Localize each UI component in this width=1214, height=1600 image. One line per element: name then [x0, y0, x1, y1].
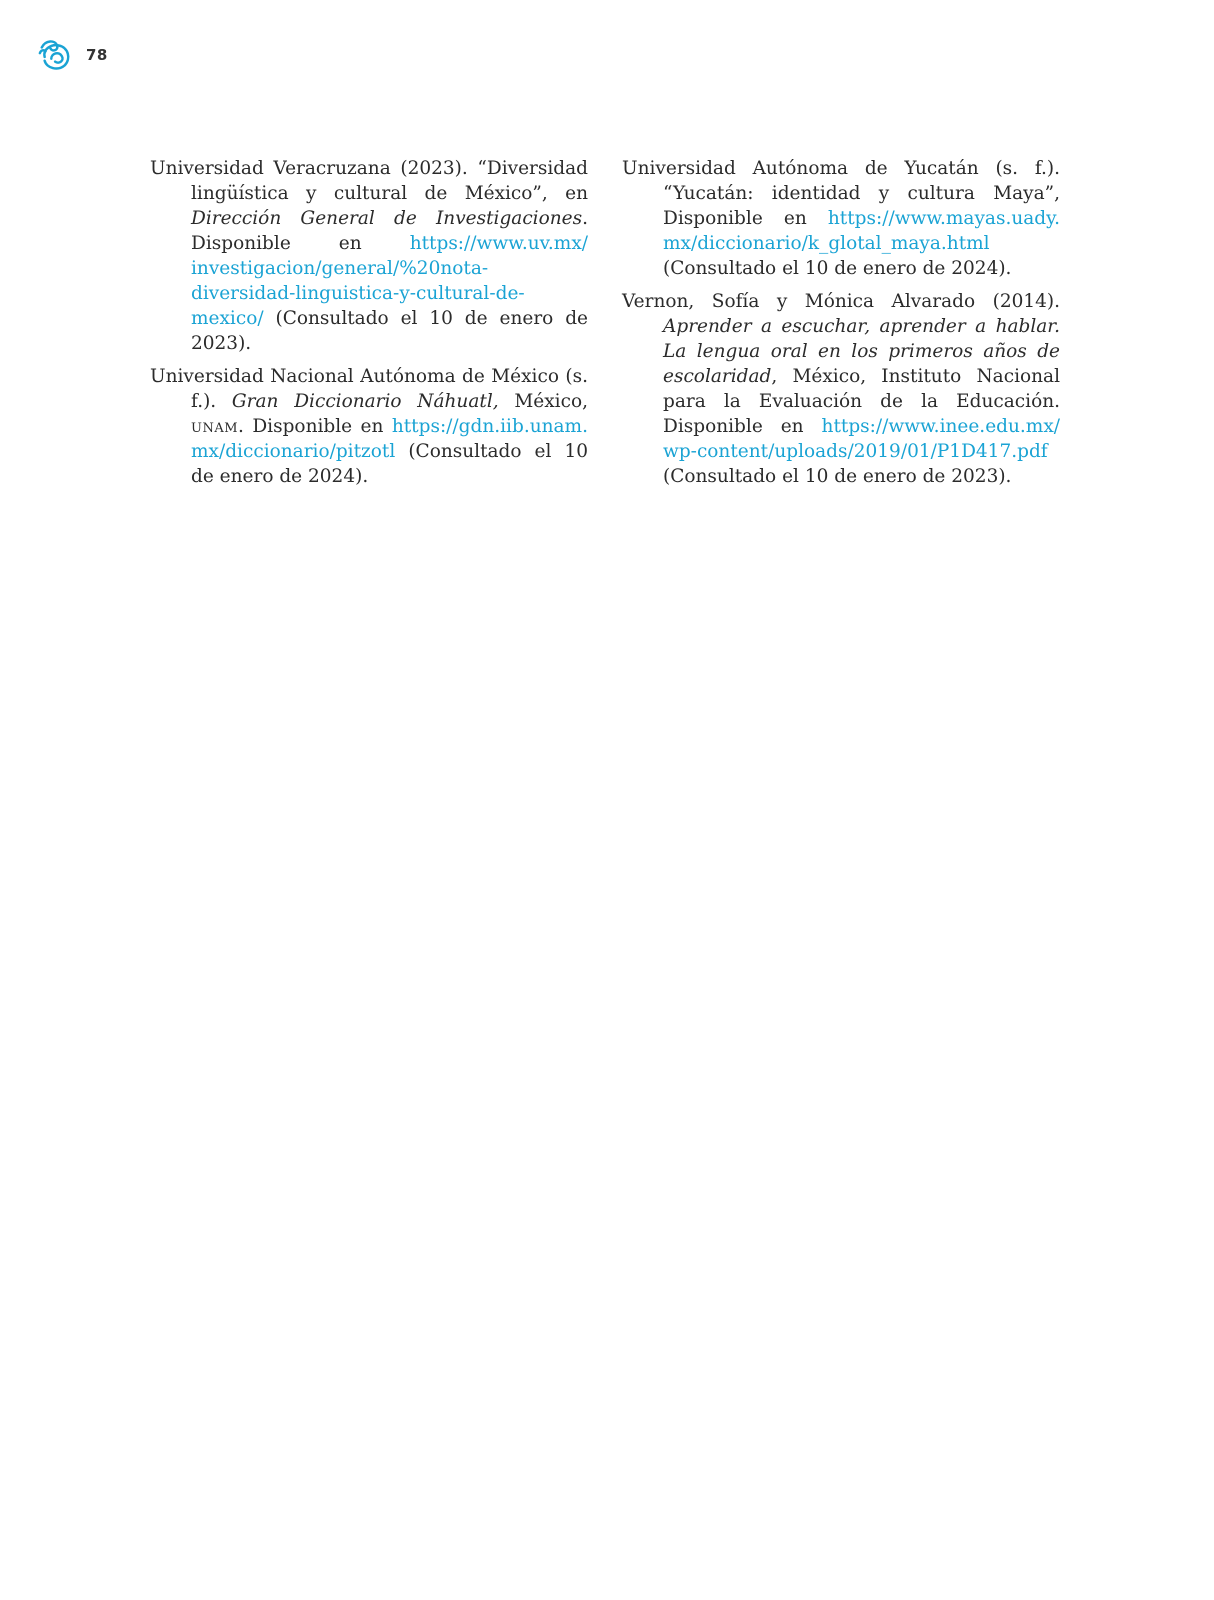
reference-author: Universidad Autónoma de Yucatán (s. f.). — [622, 158, 1060, 179]
right-column — [622, 156, 1060, 497]
reference-entry — [622, 156, 1060, 281]
reference-consulted: (Consultado el 10 de enero de 2024). — [191, 441, 588, 487]
reference-author: Universidad Veracruzana (2023). — [150, 158, 478, 179]
reference-title-italic: Dirección General de Investigaciones — [191, 208, 583, 229]
left-column — [150, 156, 588, 497]
reference-entry — [150, 156, 588, 356]
references-columns — [150, 156, 1060, 497]
reference-place: México, — [498, 391, 588, 412]
reference-link[interactable]: https://www.mayas.uady.mx/diccionario/k_glotal_maya.html — [663, 208, 1060, 254]
reference-consulted: (Consultado el 10 de enero de 2024). — [663, 258, 1012, 279]
reference-publisher: , México, Instituto Nacional para la Evaluación de la Educación. Disponible en — [663, 366, 1060, 437]
reference-entry — [622, 289, 1060, 489]
reference-entry — [150, 364, 588, 489]
reference-link[interactable]: https://www.inee.edu.mx/wp-content/uploads/2019/01/P1D417.pdf — [663, 416, 1060, 462]
reference-publisher: unam — [191, 416, 239, 437]
reference-title: “Diversidad lingüística y cultural de México”, en — [191, 158, 588, 204]
reference-author: Universidad Nacional Autónoma de México (s. f.). — [150, 366, 588, 412]
reference-author: Vernon, Sofía y Mónica Alvarado (2014). — [622, 291, 1060, 312]
reference-availability: . Disponible en — [238, 416, 392, 437]
spiral-wave-icon — [38, 36, 76, 74]
reference-title: “Yucatán: identidad y cultura Maya”, Disponible en — [663, 183, 1060, 229]
reference-consulted: (Consultado el 10 de enero de 2023). — [191, 308, 588, 354]
reference-title-italic: Gran Diccionario Náhuatl, — [231, 391, 499, 412]
page-number: 78 — [86, 46, 108, 64]
reference-availability: . Disponible en — [191, 208, 588, 254]
reference-link[interactable]: https://www.uv.mx/investigacion/general/%20nota-diversidad-linguistica-y-cultural-de-mexico/ — [191, 233, 588, 329]
reference-consulted: (Consultado el 10 de enero de 2023). — [663, 466, 1012, 487]
reference-title-italic: Aprender a escuchar, aprender a hablar. La lengua oral en los primeros años de escolaridad — [663, 316, 1060, 387]
reference-link[interactable]: https://gdn.iib.unam.mx/diccionario/pitzotl — [191, 416, 588, 462]
page-header — [38, 36, 108, 74]
